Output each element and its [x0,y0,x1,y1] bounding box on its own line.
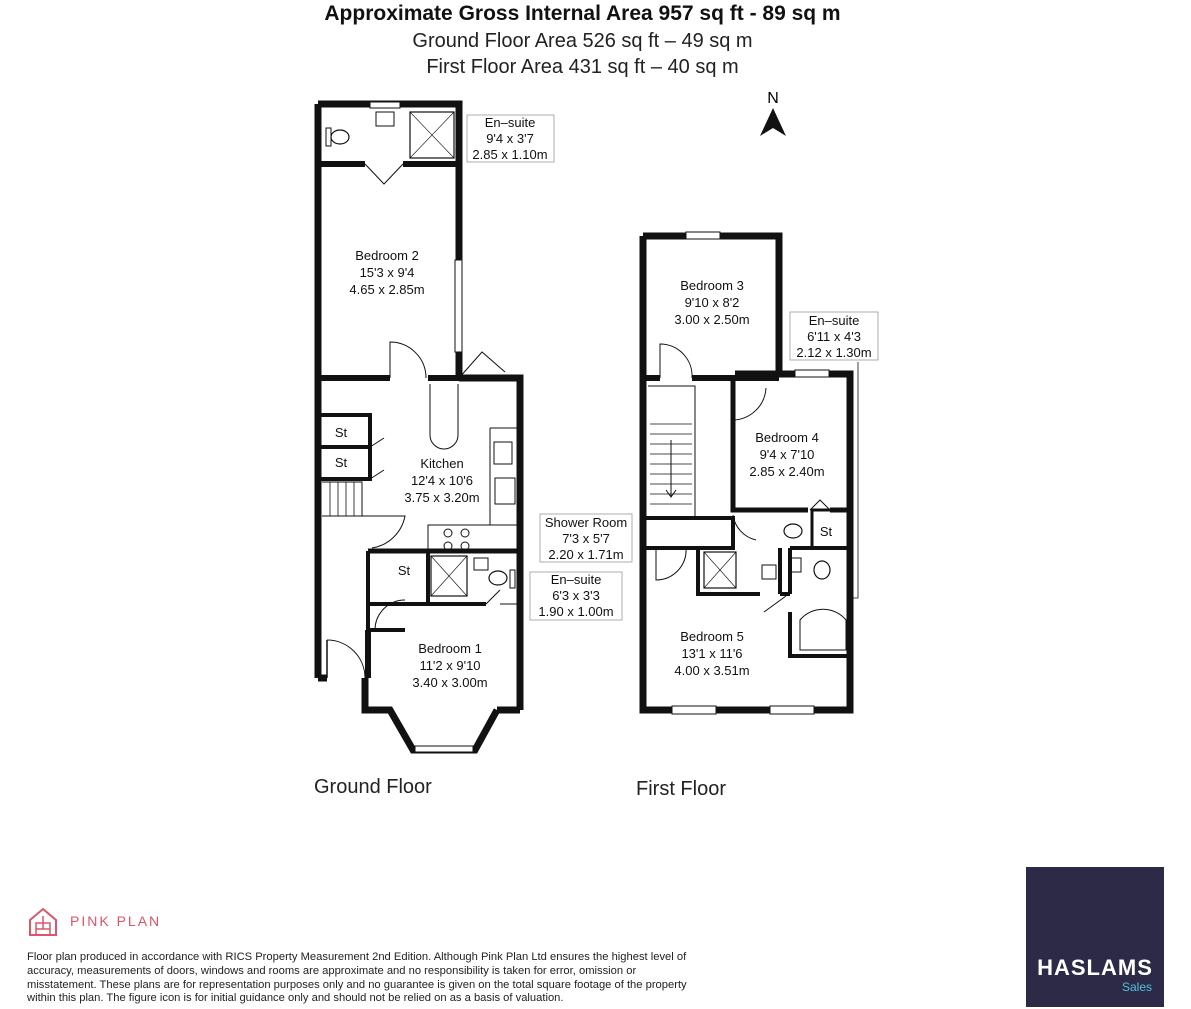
kitchen-imperial: 12'4 x 10'6 [410,473,474,488]
agent-subtitle: Sales [1121,980,1152,994]
compass-north-label: N [767,90,779,107]
ground-floor-area: Ground Floor Area 526 sq ft – 49 sq m [412,30,753,52]
agent-name: HASLAMS [1037,955,1153,980]
bedroom2-name: Bedroom 2 [355,248,419,263]
gross-area-title: Approximate Gross Internal Area 957 sq ft - 89 sq m [324,2,841,25]
ground-floor-label: Ground Floor [314,776,432,798]
ensuite-first-metric: 2.12 x 1.30m [796,345,872,360]
bedroom3-name: Bedroom 3 [680,278,744,293]
ensuite-ground-metric: 1.90 x 1.00m [538,604,614,619]
ensuite-ground-imperial: 6'3 x 3'3 [552,588,600,603]
north-arrow-icon [760,108,786,136]
bedroom2-metric: 4.65 x 2.85m [349,282,425,297]
bedroom3-imperial: 9'10 x 8'2 [684,295,740,310]
ensuite-first-name: En–suite [808,313,860,328]
bedroom4-name: Bedroom 4 [755,430,819,445]
pink-plan-logo-text: PINK PLAN [70,913,162,929]
shower-room-name: Shower Room [544,515,628,530]
ensuite-top-metric: 2.85 x 1.10m [472,147,548,162]
bedroom4-metric: 2.85 x 2.40m [749,464,825,479]
bedroom1-metric: 3.40 x 3.00m [412,675,488,690]
bedroom3-metric: 3.00 x 2.50m [674,312,750,327]
haslams-logo [1026,867,1164,1007]
storage-4-label: St [819,524,833,539]
kitchen-name: Kitchen [420,456,464,471]
shower-room-metric: 2.20 x 1.71m [548,547,624,562]
pink-plan-house-icon [27,906,59,938]
ensuite-top-name: En–suite [484,115,536,130]
first-floor-label: First Floor [636,778,726,800]
storage-3-label: St [397,563,411,578]
storage-1-label: St [334,425,348,440]
bedroom5-imperial: 13'1 x 11'6 [681,646,743,661]
bedroom1-name: Bedroom 1 [418,641,482,656]
ensuite-first-imperial: 6'11 x 4'3 [807,329,861,344]
compass [760,90,786,136]
bedroom1-imperial: 11'2 x 9'10 [419,658,481,673]
bedroom5-metric: 4.00 x 3.51m [674,663,750,678]
first-floor-area: First Floor Area 431 sq ft – 40 sq m [426,56,739,78]
kitchen-metric: 3.75 x 3.20m [404,490,480,505]
storage-2-label: St [334,455,348,470]
ensuite-ground-name: En–suite [550,572,602,587]
shower-room-imperial: 7'3 x 5'7 [562,531,610,546]
bedroom5-name: Bedroom 5 [680,629,744,644]
bedroom4-imperial: 9'4 x 7'10 [759,447,815,462]
disclaimer-text: Floor plan produced in accordance with RICS Property Measurement 2nd Edition. Although Pink Plan Ltd ensures the highest level of accuracy, measurements of doors, windows and rooms are approximate and no responsibility is taken for error, omission or misstatement. These plans are for representation purposes only and no guarantee is given on the total square footage of the property within this plan. The figure icon is for initial guidance only and should not be relied on as a basis of valuation. [27,951,687,1005]
bedroom2-imperial: 15'3 x 9'4 [359,265,415,280]
ensuite-top-imperial: 9'4 x 3'7 [486,131,534,146]
